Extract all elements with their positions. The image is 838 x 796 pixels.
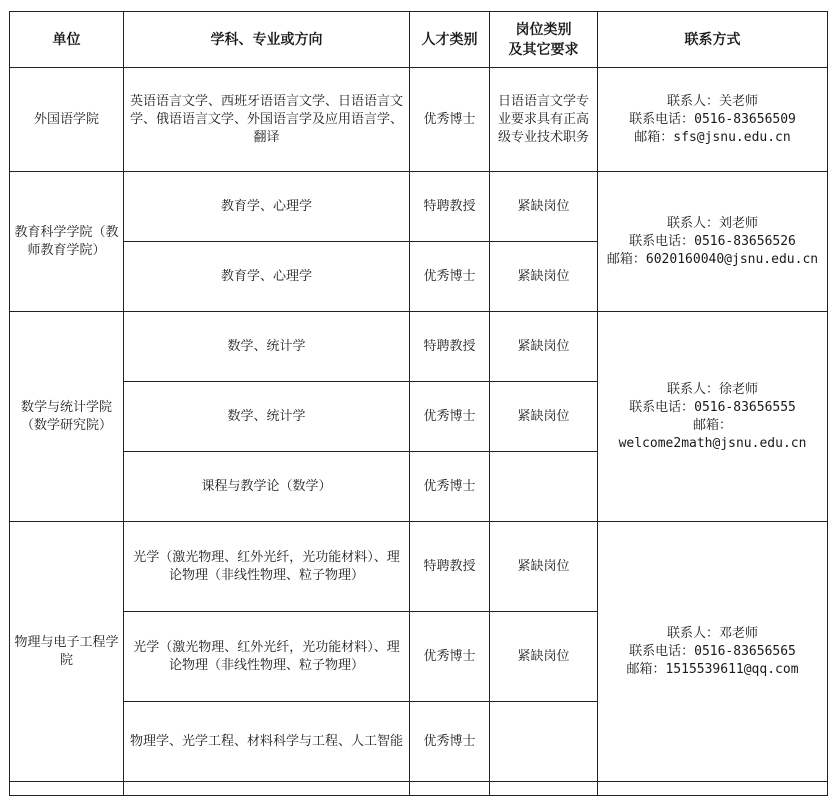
position-cell: 紧缺岗位 bbox=[490, 312, 598, 382]
contact-email: welcome2math@jsnu.edu.cn bbox=[618, 435, 807, 451]
empty-cell bbox=[598, 782, 828, 796]
unit-name: 外国语学院 bbox=[10, 68, 124, 172]
contact-cell bbox=[598, 522, 828, 782]
table-row bbox=[10, 312, 828, 382]
position-cell bbox=[490, 702, 598, 782]
empty-cell bbox=[490, 782, 598, 796]
unit-name: 教育科学学院（教师教育学院） bbox=[10, 172, 124, 312]
talent-cell: 特聘教授 bbox=[410, 312, 490, 382]
talent-cell: 优秀博士 bbox=[410, 612, 490, 702]
subject-cell: 教育学、心理学 bbox=[124, 242, 410, 312]
header-position: 岗位类别 及其它要求 bbox=[490, 12, 598, 68]
contact-phone: 联系电话：0516-83656565 bbox=[629, 643, 796, 659]
header-unit: 单位 bbox=[10, 12, 124, 68]
subject-cell: 数学、统计学 bbox=[124, 312, 410, 382]
header-talent: 人才类别 bbox=[410, 12, 490, 68]
empty-cell bbox=[10, 782, 124, 796]
header-subject: 学科、专业或方向 bbox=[124, 12, 410, 68]
talent-cell: 优秀博士 bbox=[410, 382, 490, 452]
talent-cell: 优秀博士 bbox=[410, 452, 490, 522]
table-row bbox=[10, 68, 828, 172]
contact-cell bbox=[598, 68, 828, 172]
unit-name: 数学与统计学院（数学研究院） bbox=[10, 312, 124, 522]
subject-cell: 课程与教学论（数学） bbox=[124, 452, 410, 522]
header-contact: 联系方式 bbox=[598, 12, 828, 68]
recruitment-table bbox=[9, 11, 828, 796]
table-row bbox=[10, 522, 828, 612]
contact-person: 联系人：徐老师 bbox=[666, 381, 758, 397]
contact-person: 联系人：邓老师 bbox=[666, 625, 758, 641]
position-cell: 紧缺岗位 bbox=[490, 382, 598, 452]
contact-email-label: 邮箱： bbox=[692, 417, 732, 433]
subject-cell: 数学、统计学 bbox=[124, 382, 410, 452]
subject-cell: 光学（激光物理、红外光纤，光功能材料）、理论物理（非线性物理、粒子物理） bbox=[124, 612, 410, 702]
empty-cell bbox=[124, 782, 410, 796]
position-cell bbox=[490, 452, 598, 522]
contact-cell bbox=[598, 312, 828, 522]
position-cell: 日语语言文学专业要求具有正高级专业技术职务 bbox=[490, 68, 598, 172]
talent-cell: 特聘教授 bbox=[410, 522, 490, 612]
talent-cell: 优秀博士 bbox=[410, 68, 490, 172]
contact-person: 联系人：关老师 bbox=[666, 93, 758, 109]
talent-cell: 优秀博士 bbox=[410, 702, 490, 782]
empty-cell bbox=[410, 782, 490, 796]
table-row-cutoff bbox=[10, 782, 828, 796]
position-cell: 紧缺岗位 bbox=[490, 522, 598, 612]
subject-cell: 教育学、心理学 bbox=[124, 172, 410, 242]
contact-phone: 联系电话：0516-83656526 bbox=[629, 233, 796, 249]
unit-name: 物理与电子工程学院 bbox=[10, 522, 124, 782]
position-cell: 紧缺岗位 bbox=[490, 612, 598, 702]
contact-person: 联系人：刘老师 bbox=[666, 215, 758, 231]
talent-cell: 特聘教授 bbox=[410, 172, 490, 242]
header-row bbox=[10, 12, 828, 68]
contact-email: 邮箱：sfs@jsnu.edu.cn bbox=[634, 129, 791, 145]
talent-cell: 优秀博士 bbox=[410, 242, 490, 312]
contact-phone: 联系电话：0516-83656509 bbox=[629, 111, 796, 127]
position-cell: 紧缺岗位 bbox=[490, 242, 598, 312]
position-cell: 紧缺岗位 bbox=[490, 172, 598, 242]
contact-cell bbox=[598, 172, 828, 312]
contact-email: 邮箱：1515539611@qq.com bbox=[626, 661, 799, 677]
subject-cell: 英语语言文学、西班牙语语言文学、日语语言文学、俄语语言文学、外国语言学及应用语言学、翻译 bbox=[124, 68, 410, 172]
contact-phone: 联系电话：0516-83656555 bbox=[629, 399, 796, 415]
subject-cell: 物理学、光学工程、材料科学与工程、人工智能 bbox=[124, 702, 410, 782]
subject-cell: 光学（激光物理、红外光纤，光功能材料）、理论物理（非线性物理、粒子物理） bbox=[124, 522, 410, 612]
table-row bbox=[10, 172, 828, 242]
contact-email: 邮箱：6020160040@jsnu.edu.cn bbox=[606, 251, 819, 267]
